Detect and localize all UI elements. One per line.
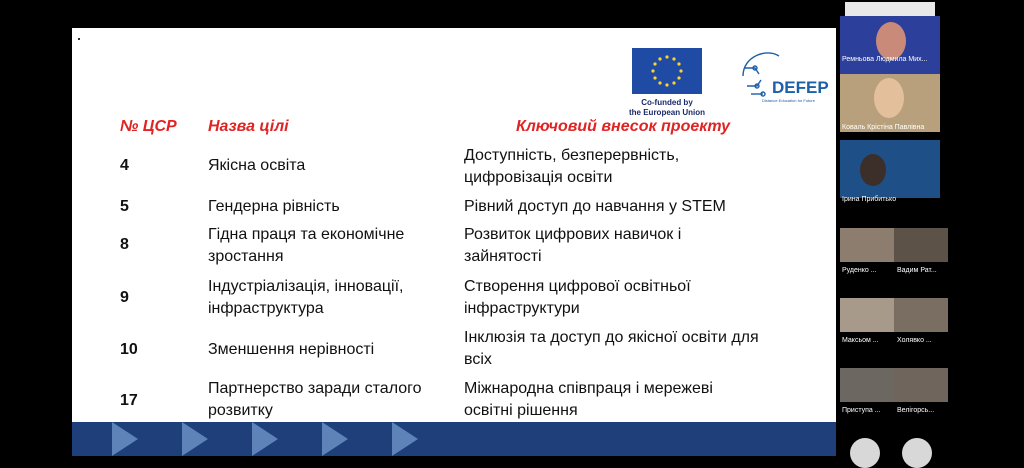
header-goal: Назва цілі	[208, 118, 289, 135]
defep-logo-text: DEFEP	[772, 78, 829, 97]
row-num: 8	[120, 236, 129, 253]
eu-caption: Co-funded by the European Union	[629, 98, 705, 117]
participant-video[interactable]	[840, 140, 940, 203]
participant-video[interactable]	[840, 74, 940, 132]
participant-video[interactable]	[840, 228, 894, 262]
row-contribution: Інклюзія та доступ до якісної освіти для всіх	[464, 329, 759, 368]
row-goal: Партнерство заради сталого розвитку	[208, 380, 422, 419]
row-contribution: Міжнародна співпраця і мережеві освітні рішення	[464, 380, 713, 419]
defep-logo-subtitle: Distance Education for Future	[762, 98, 815, 103]
row-num: 9	[120, 289, 129, 306]
row-contribution: Доступність, безперервність, цифровізація освіти	[464, 147, 680, 186]
header-contribution: Ключовий внесок проекту	[516, 118, 731, 135]
participant-name: Максьом ...	[842, 337, 879, 344]
row-goal: Індустріалізація, інновації, інфраструктура	[208, 278, 404, 317]
row-goal: Зменшення нерівності	[208, 341, 375, 358]
participant-video[interactable]	[840, 298, 894, 332]
slide-dot	[78, 38, 80, 40]
participant-avatar-icon[interactable]	[850, 438, 880, 468]
participant-name: Холявко ...	[897, 337, 932, 344]
participant-name: Ірина Прибитько	[842, 196, 897, 203]
row-num: 10	[120, 341, 138, 358]
participant-name: Приступа ...	[842, 407, 881, 414]
row-num: 17	[120, 392, 138, 409]
row-contribution: Рівний доступ до навчання у STEM	[464, 198, 726, 215]
participant-name: Коваль Крістіна Павлівна	[842, 124, 925, 131]
avatar	[860, 154, 886, 186]
row-goal: Гідна праця та економічне зростання	[208, 226, 405, 265]
participant-name: Ремньова Людмила Мих...	[842, 56, 928, 63]
avatar	[874, 78, 904, 118]
row-contribution: Створення цифрової освітньої інфраструктури	[464, 278, 691, 317]
eu-flag-icon	[632, 48, 702, 94]
row-num: 5	[120, 198, 129, 215]
participant-name: Вадим Рат...	[897, 267, 937, 274]
participant-video[interactable]	[840, 368, 894, 402]
presentation-slide	[72, 28, 836, 456]
participant-avatar-icon[interactable]	[902, 438, 932, 468]
participant-video[interactable]	[894, 368, 948, 402]
participant-video[interactable]	[894, 228, 948, 262]
header-num: № ЦСР	[120, 118, 177, 135]
participant-name: Велігорсь...	[897, 407, 935, 414]
avatar	[876, 22, 906, 60]
slide-footer-band	[72, 422, 836, 456]
top-logo-strip	[845, 2, 935, 16]
row-contribution: Розвиток цифрових навичок і зайнятості	[464, 226, 682, 265]
row-num: 4	[120, 157, 129, 174]
row-goal: Якісна освіта	[208, 157, 306, 174]
participant-name: Руденко ...	[842, 267, 877, 274]
row-goal: Гендерна рівність	[208, 198, 340, 215]
participant-video[interactable]	[894, 298, 948, 332]
participant-video[interactable]	[840, 16, 940, 74]
